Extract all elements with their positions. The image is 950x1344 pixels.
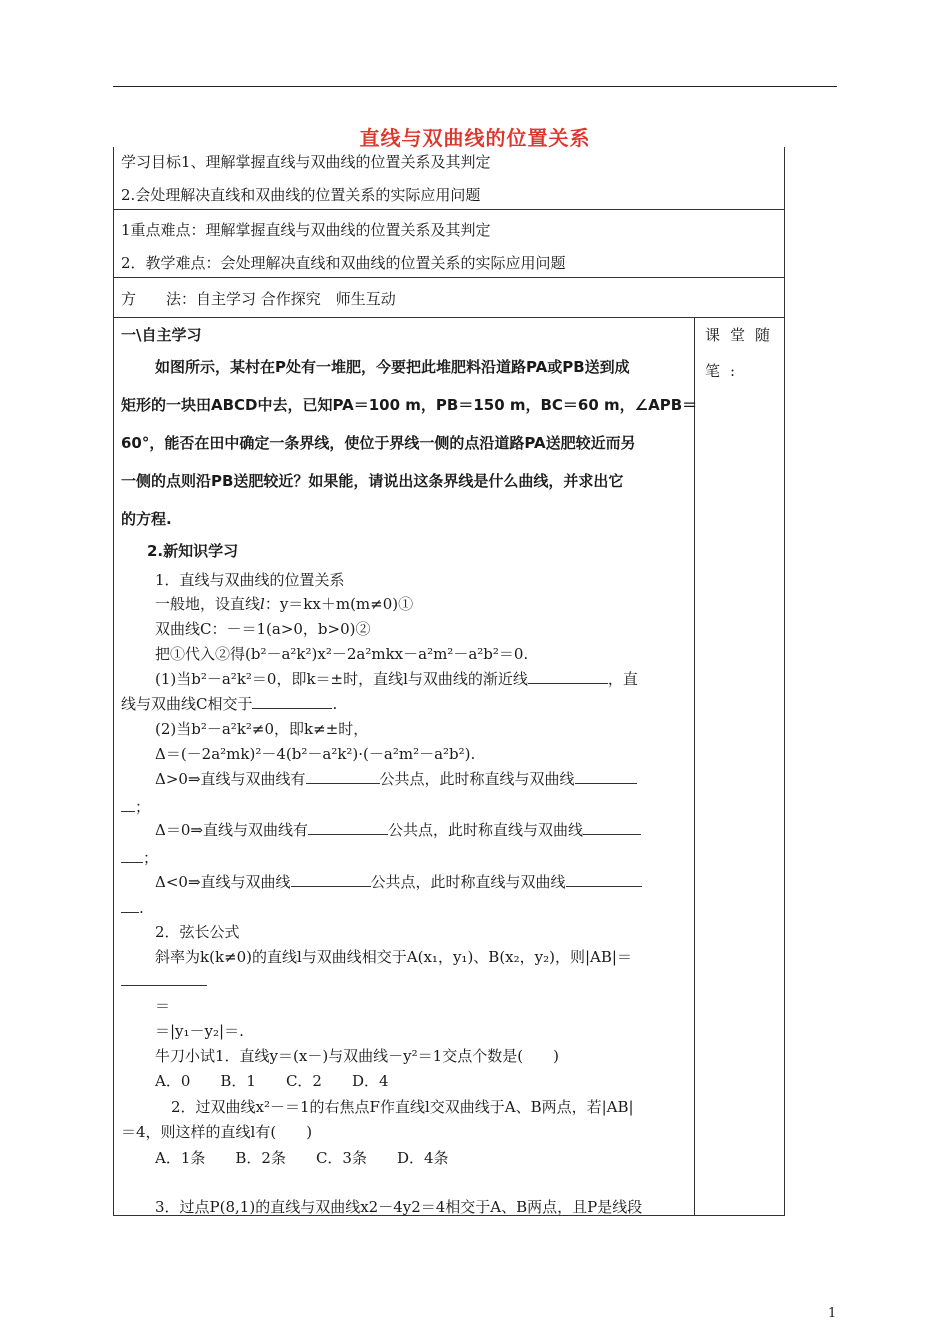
problem-line-3: 60°，能否在田中确定一条界线，使位于界线一侧的点沿道路PA送肥较近而另 bbox=[121, 434, 636, 452]
answer-blank[interactable] bbox=[306, 769, 380, 784]
table-left-border bbox=[113, 147, 114, 1216]
problem-line-1: 如图所示，某村在P处有一堆肥，今要把此堆肥料沿道路PA或PB送到成 bbox=[155, 358, 630, 376]
hyperbola-definition: 双曲线C：－＝1(a>0，b>0)② bbox=[155, 620, 371, 638]
chord-equal-line: ＝ bbox=[155, 997, 171, 1015]
answer-blank[interactable] bbox=[252, 694, 332, 709]
answer-blank[interactable] bbox=[121, 797, 135, 812]
exercise-2: 2．过双曲线x²－＝1的右焦点F作直线l交双曲线于A、B两点，若|AB| bbox=[171, 1098, 634, 1116]
method-label: 方 法： bbox=[121, 290, 197, 308]
method-value: 自主学习 合作探究 师生互动 bbox=[196, 290, 396, 308]
method-row bbox=[121, 289, 396, 309]
section-title-self-study: 一\自主学习 bbox=[121, 326, 202, 344]
delta-positive-line-2: ； bbox=[121, 797, 150, 817]
answer-blank[interactable] bbox=[121, 971, 207, 986]
discriminant-line: Δ＝(－2a²mk)²－4(b²－a²k²)·(－a²m²－a²b²). bbox=[155, 745, 476, 763]
answer-blank[interactable] bbox=[566, 872, 642, 887]
subheading-position: 1．直线与双曲线的位置关系 bbox=[155, 571, 345, 589]
side-column-divider bbox=[694, 317, 695, 1215]
case1-line-2: 线与双曲线C相交于 . bbox=[121, 695, 338, 713]
answer-blank[interactable] bbox=[583, 820, 641, 835]
problem-line-4: 一侧的点则沿PB送肥较近？如果能，请说出这条界线是什么曲线，并求出它 bbox=[121, 472, 624, 490]
header-rule bbox=[113, 86, 837, 87]
page-number: 1 bbox=[828, 1306, 837, 1321]
exercise-1-options: A．0 B．1 C．2 D．4 bbox=[155, 1072, 389, 1090]
difficulty-line-2: 2．教学难点：会处理解决直线和双曲线的位置关系的实际应用问题 bbox=[121, 254, 566, 272]
side-note-label: 笔: bbox=[705, 362, 746, 380]
lesson-table bbox=[113, 147, 785, 1216]
delta-negative-line-2: . bbox=[121, 898, 144, 918]
chord-blank-line bbox=[121, 971, 207, 991]
table-right-border bbox=[784, 147, 785, 1216]
subheading-chord-length: 2．弦长公式 bbox=[155, 923, 240, 941]
line-definition: 一般地，设直线l：y＝kx＋m(m≠0)① bbox=[155, 595, 414, 613]
answer-blank[interactable] bbox=[575, 769, 637, 784]
difficulty-line-1: 1重点难点：理解掌握直线与双曲线的位置关系及其判定 bbox=[121, 221, 491, 239]
row-divider bbox=[113, 317, 785, 318]
answer-blank[interactable] bbox=[121, 898, 139, 913]
delta-zero-line: Δ＝0⇒直线与双曲线有 公共点，此时称直线与双曲线 bbox=[155, 820, 641, 840]
page-title: 直线与双曲线的位置关系 bbox=[359, 126, 591, 150]
answer-blank[interactable] bbox=[308, 820, 388, 835]
substitution-equation: 把①代入②得(b²－a²k²)x²－2a²mkx－a²m²－a²b²＝0. bbox=[155, 645, 529, 663]
answer-blank[interactable] bbox=[291, 872, 371, 887]
goal-line-1: 学习目标1、理解掌握直线与双曲线的位置关系及其判定 bbox=[121, 153, 491, 171]
exercise-2-line-2: ＝4，则这样的直线l有( ) bbox=[121, 1123, 313, 1141]
section-title-new-knowledge: 2.新知识学习 bbox=[147, 542, 239, 560]
exercise-1: 牛刀小试1．直线y＝(x－)与双曲线－y²＝1交点个数是( ) bbox=[155, 1047, 559, 1065]
delta-zero-line-2: ； bbox=[121, 848, 158, 868]
goal-line-2: 2.会处理解决直线和双曲线的位置关系的实际应用问题 bbox=[121, 186, 481, 204]
problem-line-5: 的方程. bbox=[121, 510, 172, 528]
side-note-title: 课堂随 bbox=[705, 326, 781, 344]
exercise-3: 3．过点P(8,1)的直线与双曲线x2－4y2＝4相交于A、B两点，且P是线段 bbox=[155, 1198, 643, 1216]
chord-equal-line-2: ＝|y₁－y₂|＝. bbox=[155, 1022, 244, 1040]
answer-blank[interactable] bbox=[528, 669, 608, 684]
chord-statement: 斜率为k(k≠0)的直线l与双曲线相交于A(x₁，y₁)、B(x₂，y₂)，则|AB|＝ bbox=[155, 948, 632, 966]
answer-blank[interactable] bbox=[121, 848, 143, 863]
case2-line: (2)当b²－a²k²≠0，即k≠±时， bbox=[155, 720, 369, 738]
delta-negative-line: Δ<0⇒直线与双曲线 公共点，此时称直线与双曲线 bbox=[155, 872, 642, 892]
delta-positive-line: Δ>0⇒直线与双曲线有 公共点，此时称直线与双曲线 bbox=[155, 769, 637, 789]
problem-line-2: 矩形的一块田ABCD中去，已知PA＝100 m，PB＝150 m，BC＝60 m，∠APB＝ bbox=[121, 396, 698, 414]
row-divider bbox=[113, 277, 785, 278]
row-divider bbox=[113, 209, 785, 210]
case1-line: (1)当b²－a²k²＝0，即k＝±时，直线l与双曲线的渐近线 ，直 bbox=[155, 670, 638, 688]
exercise-2-options: A．1条 B．2条 C．3条 D．4条 bbox=[155, 1149, 449, 1167]
